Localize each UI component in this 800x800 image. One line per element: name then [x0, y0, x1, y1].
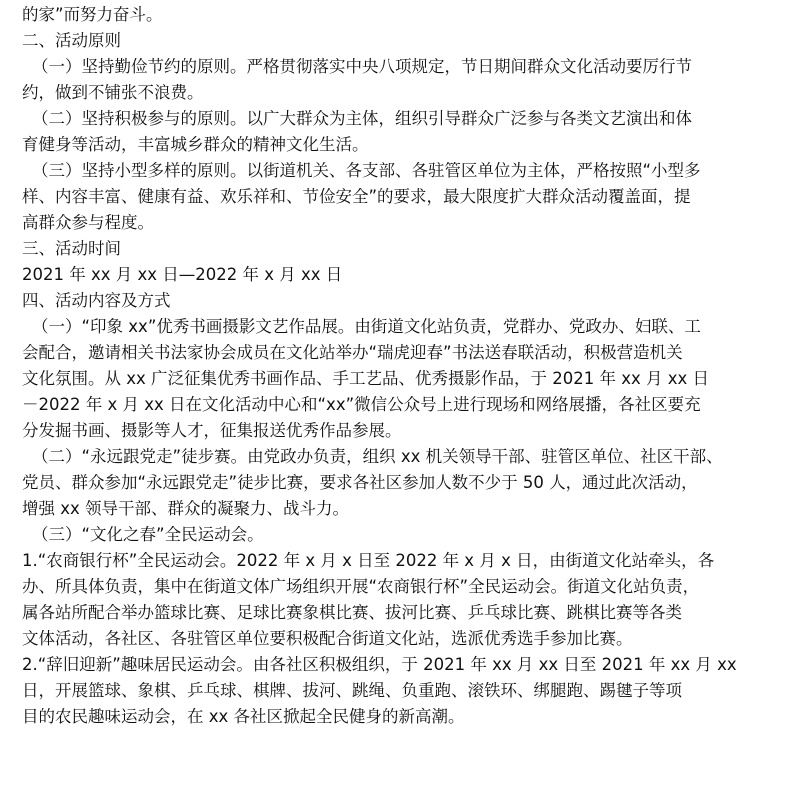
text-line: 育健身等活动，丰富城乡群众的精神文化生活。 [22, 135, 369, 154]
text-line: 约，做到不铺张不浪费。 [22, 83, 204, 102]
text-line: （一）坚持勤俭节约的原则。严格贯彻落实中央八项规定，节日期间群众文化活动要厉行节 [32, 57, 692, 76]
text-line: 增强 xx 领导干部、群众的凝聚力、战斗力。 [22, 499, 350, 518]
text-line: 2.“辞旧迎新”趣味居民运动会。由各社区积极组织，于 2021 年 xx 月 xx 日至 2021 年 xx 月 xx [22, 655, 737, 674]
text-line: 会配合，邀请相关书法家协会成员在文化站举办“瑞虎迎春”书法送春联活动，积极营造机关 [22, 343, 683, 362]
section-heading: 四、活动内容及方式 [22, 291, 171, 310]
text-line: 文体活动，各社区、各驻管区单位要积极配合街道文化站，选派优秀选手参加比赛。 [22, 629, 633, 648]
text-line: （一）“印象 xx”优秀书画摄影文艺作品展。由街道文化站负责，党群办、党政办、妇联、工 [32, 317, 701, 336]
subsection-heading: （三）“文化之春”全民运动会。 [32, 525, 264, 544]
text-line: 文化氛围。从 xx 广泛征集优秀书画作品、手工艺品、优秀摄影作品，于 2021 年 xx 月 xx 日 [22, 369, 710, 388]
text-line: 高群众参与程度。 [22, 213, 154, 232]
text-line: －2022 年 x 月 xx 日在文化活动中心和“xx”微信公众号上进行现场和网络展播，各社区要充 [22, 395, 701, 414]
text-line: （二）坚持积极参与的原则。以广大群众为主体，组织引导群众广泛参与各类文艺演出和体 [32, 109, 692, 128]
text-line: （二）“永远跟党走”徒步赛。由党政办负责，组织 xx 机关领导干部、驻管区单位、社区干部、 [32, 447, 723, 466]
text-line: 分发掘书画、摄影等人才，征集报送优秀作品参展。 [22, 421, 402, 440]
text-line: （三）坚持小型多样的原则。以街道机关、各支部、各驻管区单位为主体，严格按照“小型多 [32, 161, 701, 180]
text-line: 2021 年 xx 月 xx 日—2022 年 x 月 xx 日 [22, 265, 343, 284]
section-heading: 三、活动时间 [22, 239, 121, 258]
text-line: 样、内容丰富、健康有益、欢乐祥和、节俭安全”的要求，最大限度扩大群众活动覆盖面，提 [22, 187, 691, 206]
text-line: 的家”而努力奋斗。 [22, 5, 163, 24]
text-line: 1.“农商银行杯”全民运动会。2022 年 x 月 x 日至 2022 年 x 月 x 日，由街道文化站牵头，各 [22, 551, 715, 570]
text-line: 属各站所配合举办篮球比赛、足球比赛象棋比赛、拔河比赛、乒乓球比赛、跳棋比赛等各类 [22, 603, 682, 622]
text-line: 办、所具体负责，集中在街道文体广场组织开展“农商银行杯”全民运动会。街道文化站负责， [22, 577, 700, 596]
section-heading: 二、活动原则 [22, 31, 121, 50]
text-line: 目的农民趣味运动会，在 xx 各社区掀起全民健身的新高潮。 [22, 707, 465, 726]
text-line: 党员、群众参加“永远跟党走”徒步比赛，要求各社区参加人数不少于 50 人，通过此次活动， [22, 473, 698, 492]
text-line: 日，开展篮球、象棋、乒乓球、棋牌、拔河、跳绳、负重跑、滚铁环、绑腿跑、踢毽子等项 [22, 681, 682, 700]
